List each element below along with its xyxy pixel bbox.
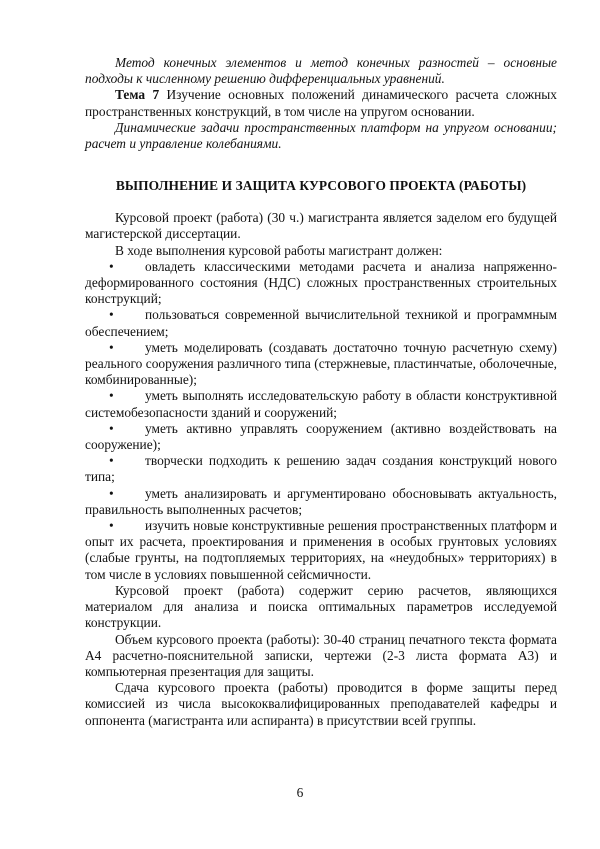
list-item-text: уметь активно управлять сооружением (активно воздействовать на сооружение); [85,420,557,453]
bullet-icon: • [109,453,114,469]
page-number: 6 [296,785,304,800]
body-paragraph-1: Курсовой проект (работа) (30 ч.) магистранта является заделом его будущей магистерской диссертации. [85,210,557,242]
list-item-text: творчески подходить к решению задач создания конструкций нового типа; [85,453,557,485]
bullet-icon: • [109,518,114,534]
bullet-icon: • [109,258,114,274]
list-item [85,486,557,518]
intro-paragraph-dynamics: Динамические задачи пространственных платформ на упругом основании; расчет и управление колебаниями. [85,119,557,152]
bullet-icon: • [109,485,114,501]
list-item [85,518,557,583]
list-item [85,340,557,389]
list-item [85,388,557,420]
list-item-text: уметь моделировать (создавать достаточно точную расчетную схему) реального сооружения различного типа (стержневые, пластинчатые, оболочечные, комбинированные); [85,339,557,388]
topic-7-paragraph [85,87,557,119]
body-paragraph-4: Объем курсового проекта (работы): 30-40 страниц печатного текста формата А4 расчетно-пояснительной записки, чертежи (2-3 листа формата А3) и компьютерная презентация для защиты. [85,631,557,679]
list-item-text: изучить новые конструктивные решения пространственных платформ и опыт их расчета, проектирования и применения в особых грунтовых условиях (слабые грунты, на подтопляемых территориях, на «неудобных» территориях) в том числе в условиях повышенной сейсмичности. [85,518,557,582]
topic-label: Тема 7 [115,87,160,103]
bullet-icon: • [109,307,114,323]
list-item-text: уметь анализировать и аргументировано обосновывать актуальность, правильность выполненных расчетов; [85,485,557,517]
list-item-text: пользоваться современной вычислительной техникой и программным обеспечением; [85,307,557,339]
list-item-text: овладеть классическими методами расчета и анализа напряженно-деформированного состояния (НДС) сложных пространственных строительных конструкций; [85,258,557,307]
bullet-list [85,259,557,583]
bullet-icon: • [109,420,114,436]
list-item [85,453,557,485]
topic-text: Изучение основных положений динамического расчета сложных пространственных конструкций, в том числе на упругом основании. [85,87,558,119]
bullet-icon: • [109,388,114,404]
list-item [85,421,557,453]
bullet-icon: • [109,339,114,355]
body-paragraph-3: Курсовой проект (работа) содержит серию расчетов, являющихся материалом для анализа и поиска оптимальных параметров исследуемой конструкции. [85,582,557,631]
document-page [85,55,557,729]
body-paragraph-2: В ходе выполнения курсовой работы магистрант должен: [115,242,443,258]
intro-paragraph-methods: Метод конечных элементов и метод конечных разностей – основные подходы к численному решению дифференциальных уравнений. [85,55,557,87]
section-heading: ВЫПОЛНЕНИЕ И ЗАЩИТА КУРСОВОГО ПРОЕКТА (РАБОТЫ) [115,178,527,194]
list-item-text: уметь выполнять исследовательскую работу в области конструктивной системобезопасности зданий и сооружений; [85,388,557,420]
list-item [85,307,557,339]
body-paragraph-5: Сдача курсового проекта (работы) проводится в форме защиты перед комиссией из числа высококвалифицированных преподавателей кафедры и оппонента (магистранта или аспиранта) в присутствии всей группы. [85,680,557,728]
list-item [85,259,557,308]
